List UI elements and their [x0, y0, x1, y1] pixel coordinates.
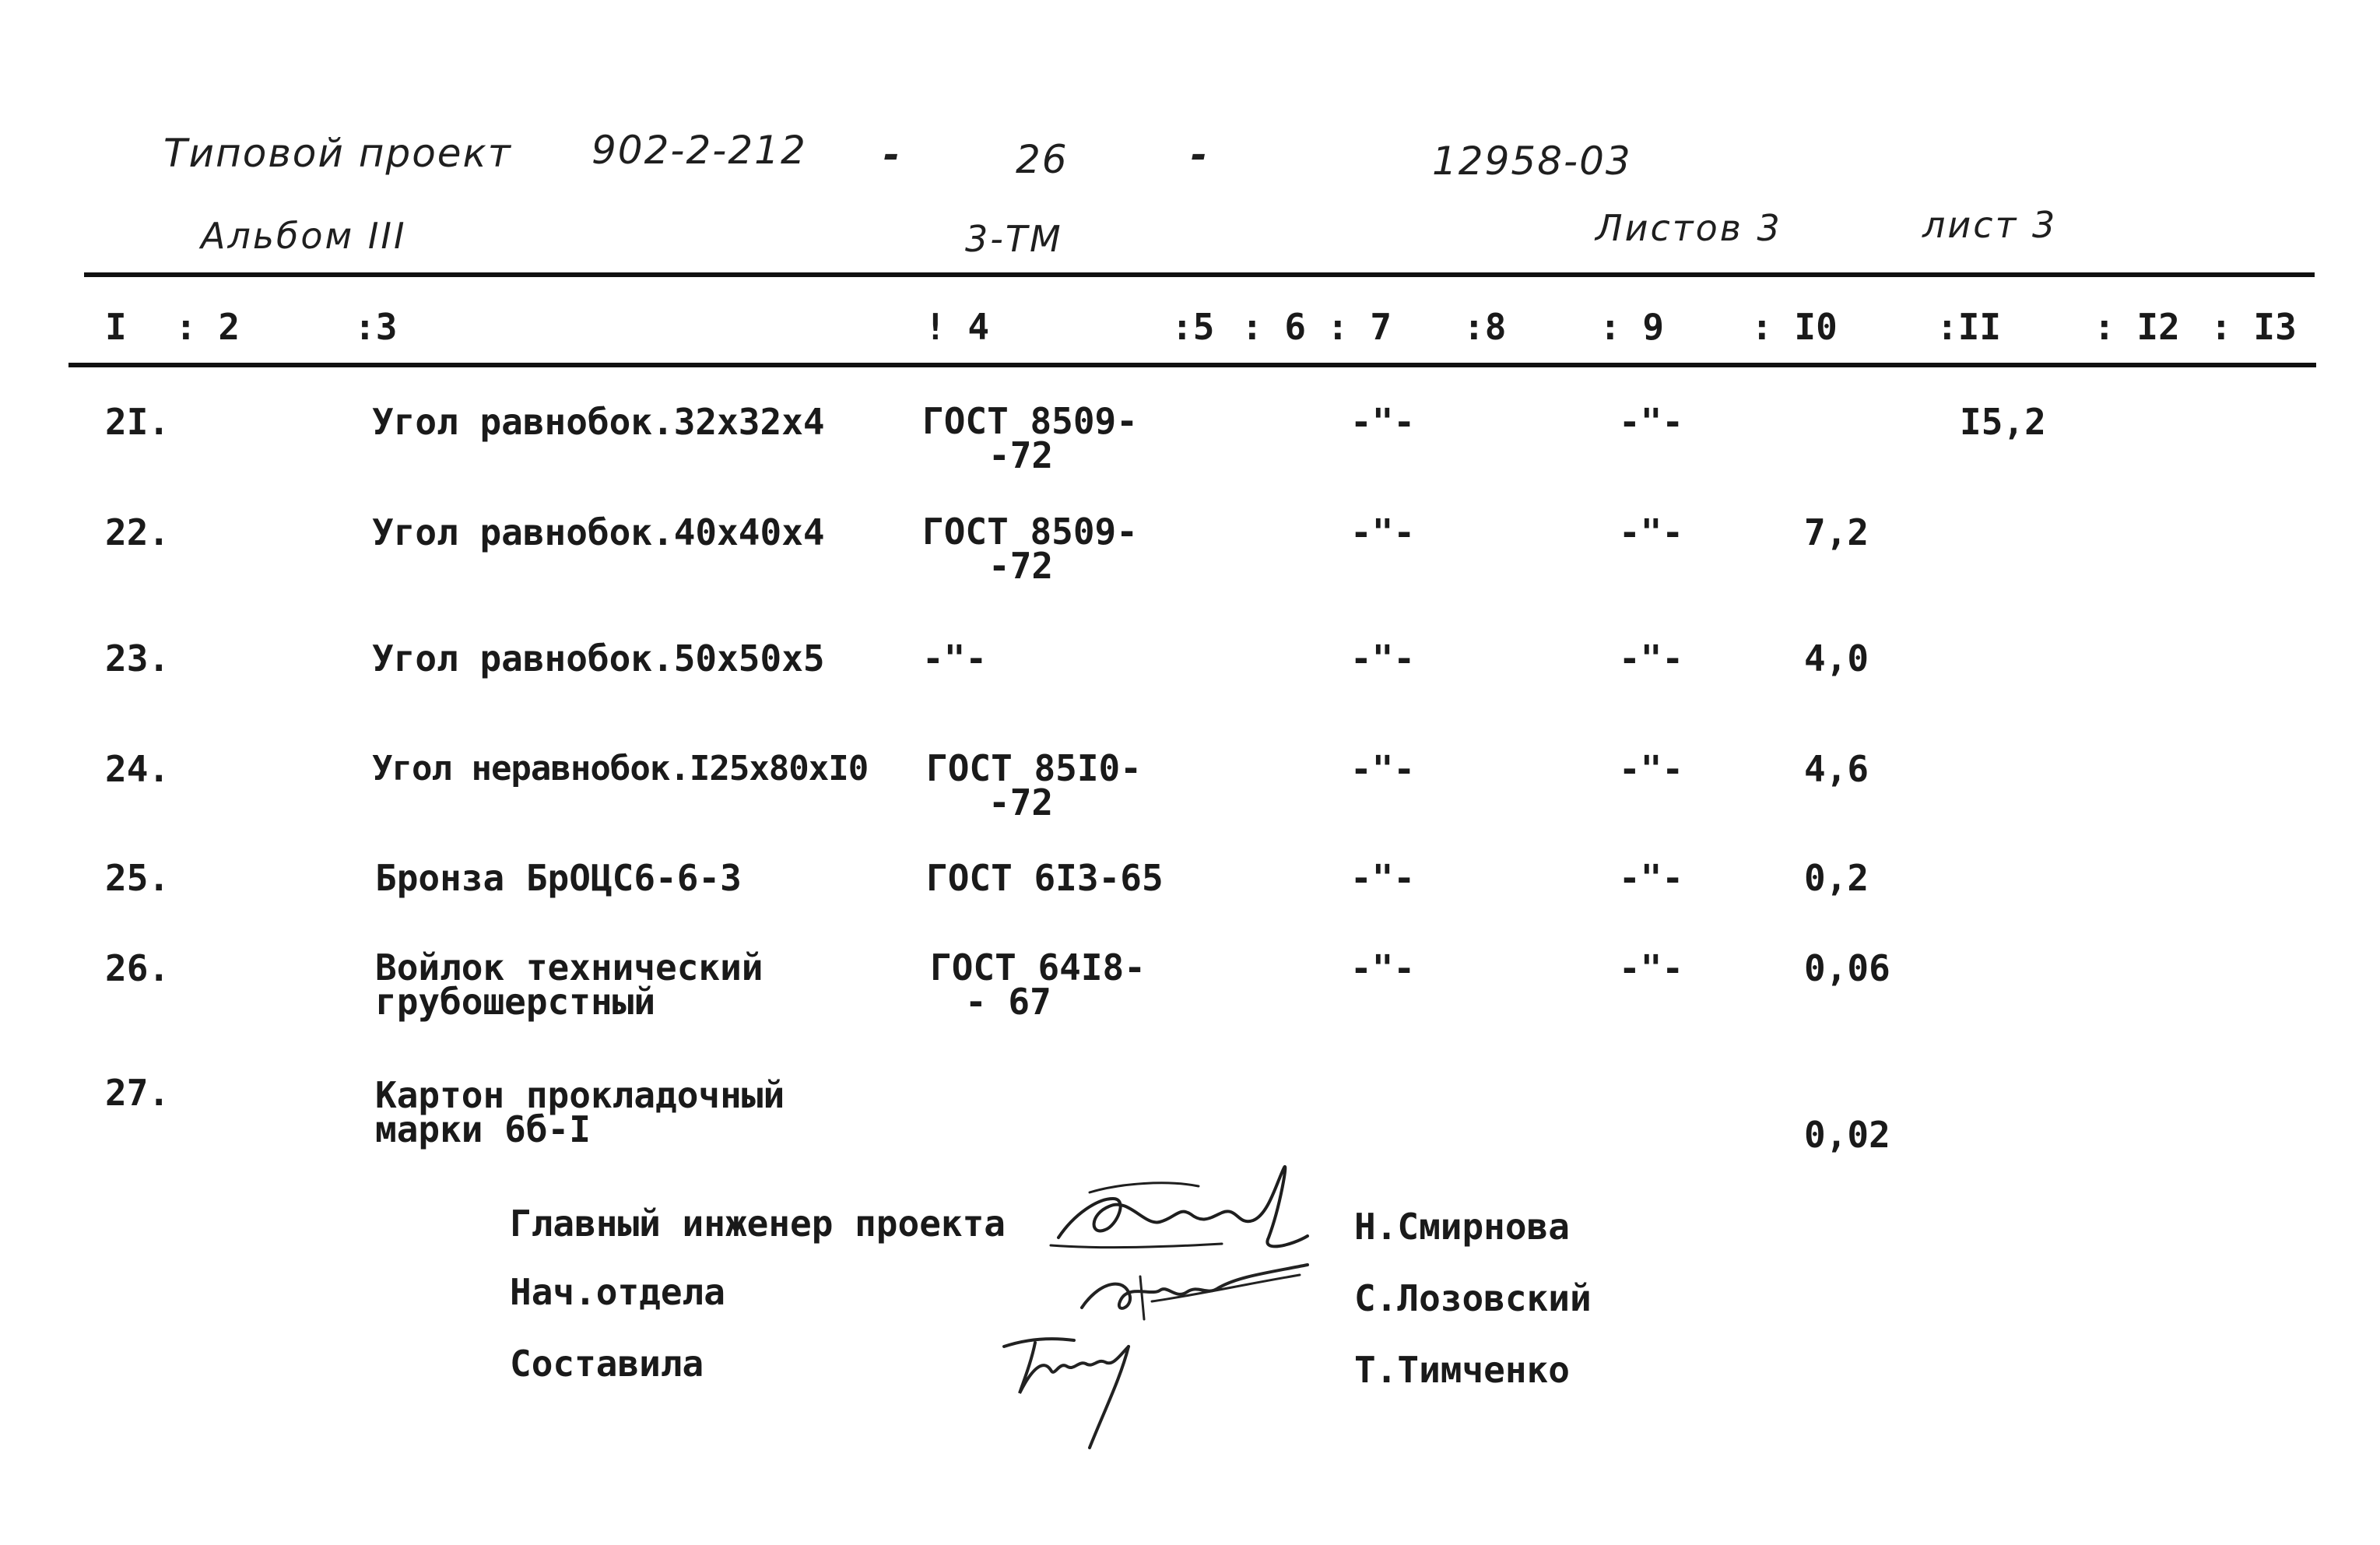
sheets-total: Листов 3 [1595, 207, 1782, 249]
row-number: 2I. [105, 401, 170, 443]
ditto-col7: -"- [1350, 947, 1416, 989]
column-header-9: : 9 [1599, 306, 1665, 348]
ditto-col9: -"- [1619, 857, 1684, 899]
ditto-col9: -"- [1619, 748, 1684, 790]
column-header-3: :3 [354, 306, 398, 348]
sheet-number: лист 3 [1922, 204, 2058, 246]
column-header-8: :8 [1463, 306, 1507, 348]
material-name: Картон прокладочный [375, 1074, 785, 1116]
row-number: 27. [105, 1072, 170, 1114]
header-dash: - [1191, 132, 1209, 177]
value-col10: 7,2 [1804, 511, 1869, 553]
ditto-col7: -"- [1350, 511, 1416, 553]
project-label: Типовой проект [163, 131, 512, 176]
section-code: 3-ТМ [965, 218, 1063, 260]
column-header-rule [68, 363, 2316, 367]
ditto-col9: -"- [1619, 511, 1684, 553]
column-header-12: : I2 [2094, 306, 2180, 348]
row-number: 24. [105, 748, 170, 790]
signatory-name: Н.Смирнова [1354, 1206, 1570, 1248]
row-number: 26. [105, 947, 170, 989]
signature-role: Главный инженер проекта [510, 1203, 1006, 1245]
material-name-cont: грубошерстный [375, 981, 656, 1023]
header-dash: - [883, 132, 901, 177]
ditto-col9: -"- [1619, 947, 1684, 989]
value-col10: 0,2 [1804, 857, 1869, 899]
column-header-4: ! 4 [925, 306, 990, 348]
column-header-2: : 2 [175, 306, 240, 348]
ditto-col7: -"- [1350, 748, 1416, 790]
column-header-11: :II [1936, 306, 2002, 348]
column-header-1: I [105, 306, 127, 348]
column-header-10: : I0 [1751, 306, 1838, 348]
ditto-col9: -"- [1619, 637, 1684, 679]
signature-chief-engineer [1043, 1152, 1323, 1261]
material-standard: ГОСТ 6I3-65 [926, 857, 1164, 899]
material-name-cont: марки 6б-I [375, 1108, 591, 1150]
material-standard-year: -72 [988, 781, 1054, 823]
row-number: 25. [105, 857, 170, 899]
column-header-13: : I3 [2210, 306, 2297, 348]
doc-code: 12958-03 [1432, 139, 1632, 184]
material-standard: ГОСТ 8509- [922, 400, 1138, 442]
ditto-col7: -"- [1350, 401, 1416, 443]
value-col10: 0,06 [1804, 947, 1890, 989]
material-standard: -"- [922, 637, 988, 679]
signatory-name: С.Лозовский [1354, 1277, 1592, 1319]
material-name: Бронза БрОЦС6-6-3 [375, 857, 742, 899]
row-number: 23. [105, 637, 170, 679]
value-col10: 4,0 [1804, 637, 1869, 679]
material-standard: ГОСТ 85I0- [926, 747, 1142, 789]
column-header-7: : 7 [1327, 306, 1392, 348]
column-header-6: : 6 [1241, 306, 1307, 348]
material-name: Угол неравнобок.I25х80хI0 [372, 749, 869, 788]
material-name: Войлок технический [375, 946, 763, 988]
value-col10: 4,6 [1804, 748, 1869, 790]
value-col11: I5,2 [1960, 401, 2046, 443]
signature-role: Нач.отдела [510, 1271, 725, 1313]
ditto-col7: -"- [1350, 857, 1416, 899]
material-standard: ГОСТ 64I8- [930, 946, 1146, 988]
material-name: Угол равнобок.50х50х5 [372, 637, 825, 679]
ditto-col7: -"- [1350, 637, 1416, 679]
material-name: Угол равнобок.32х32х4 [372, 401, 825, 443]
material-standard-year: - 67 [965, 981, 1051, 1023]
signature-compiler [988, 1315, 1175, 1455]
signature-role: Составила [510, 1343, 704, 1385]
album-label: Альбом III [201, 215, 407, 257]
signatory-name: Т.Тимченко [1354, 1349, 1570, 1391]
value-col10: 0,02 [1804, 1114, 1890, 1156]
material-standard-year: -72 [988, 545, 1054, 587]
ditto-col9: -"- [1619, 401, 1684, 443]
project-code: 902-2-212 [591, 128, 807, 173]
row-number: 22. [105, 511, 170, 553]
material-standard: ГОСТ 8509- [922, 511, 1138, 553]
material-standard-year: -72 [988, 434, 1054, 476]
header-number: 26 [1016, 137, 1069, 182]
column-header-5: :5 [1171, 306, 1215, 348]
material-name: Угол равнобок.40х40х4 [372, 511, 825, 553]
top-rule [84, 272, 2315, 277]
